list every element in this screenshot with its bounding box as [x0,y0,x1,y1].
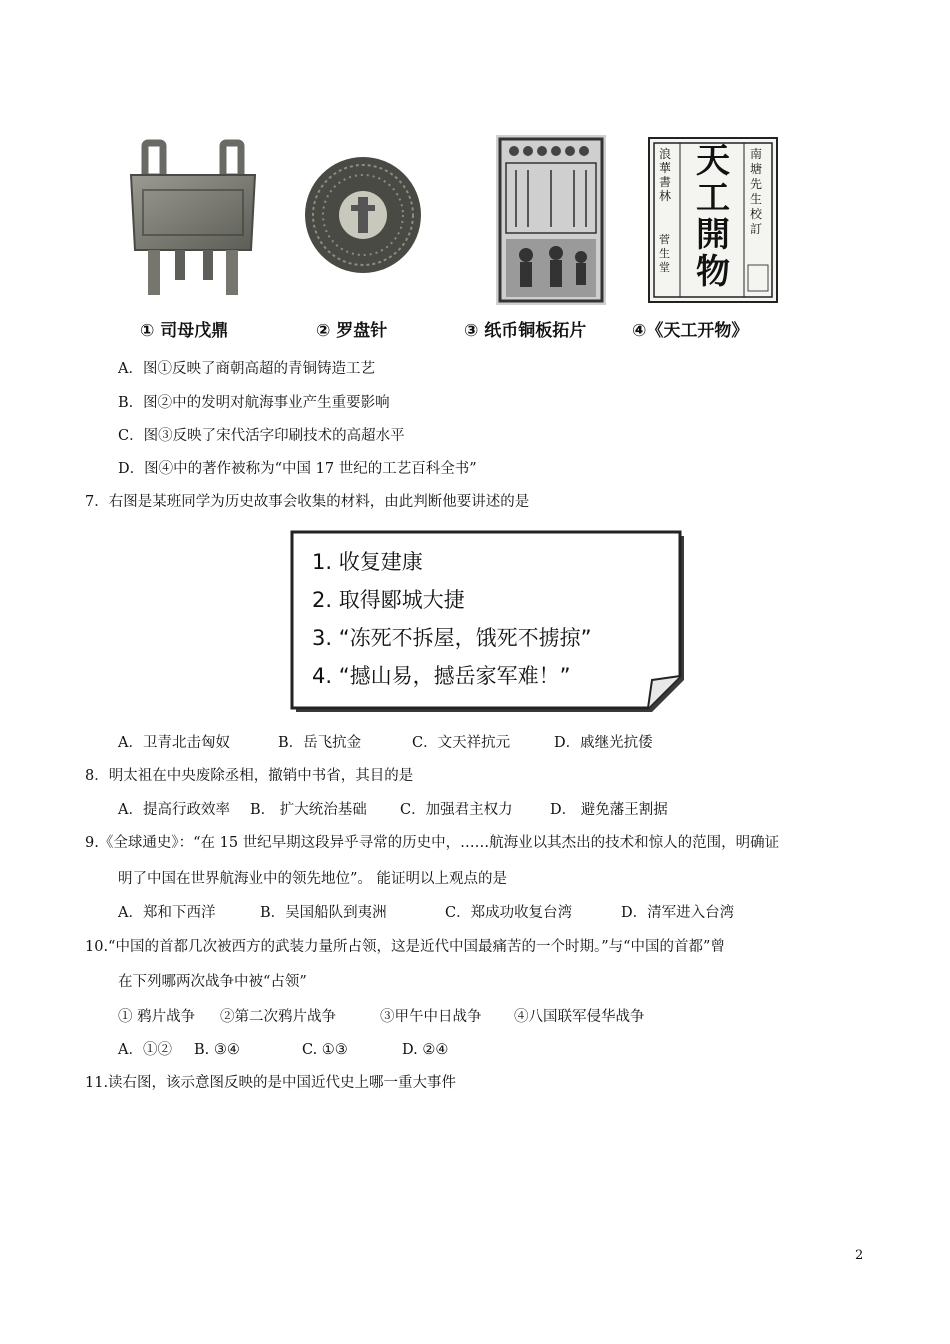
book-title [683,143,743,291]
book-editor-text: 南塘先生校訂 [750,147,763,236]
q6-option-a: A．图①反映了商朝高超的青铜铸造工艺 [118,361,375,377]
q8-option-b: B． 扩大统治基础 [250,802,367,818]
q10-option-d: D. ②④ [402,1042,449,1058]
q7-option-c: C．文天祥抗元 [412,735,511,751]
q10-option-a: A．①② [118,1042,172,1058]
q8-stem: 8．明太祖在中央废除丞相，撤销中书省，其目的是 [85,768,414,784]
q7-options [118,733,653,753]
q6-option-c: C．图③反映了宋代活字印刷技术的高超水平 [118,428,405,444]
q7-stem: 7．右图是某班同学为历史故事会收集的材料，由此判断他要讲述的是 [85,494,530,510]
q10-item-4: ④八国联军侵华战争 [514,1009,645,1025]
q7-option-a: A．卫青北击匈奴 [118,735,230,751]
note-item-3: 3. “冻死不拆屋，饿死不掳掠” [312,626,592,650]
caption-ding: ① 司母戊鼎 [140,321,229,341]
paper-money-rubbing-image [496,135,606,305]
q10-stem-line2: 在下列哪两次战争中被“占领” [118,974,307,990]
q10-option-b: B. ③④ [194,1042,240,1058]
q10-items [118,1007,645,1027]
compass-image [303,155,423,275]
q9-option-b: B．吴国船队到夷洲 [260,905,387,921]
q9-stem-line1: 9.《全球通史》：“在 15 世纪早期这段异乎寻常的历史中，……航海业以其杰出的技术和惊人的范围，明确证 [85,835,780,851]
q9-options [118,903,734,923]
q11-stem: 11.读右图，该示意图反映的是中国近代史上哪一重大事件 [85,1075,457,1091]
q7-note-card [290,530,688,714]
caption-tiangong: ④《天工开物》 [632,321,749,341]
tiangong-kaiwu-cover-image [648,137,778,303]
q8-option-a: A．提高行政效率 [118,802,230,818]
q9-option-a: A．郑和下西洋 [118,905,216,921]
q6-option-b: B．图②中的发明对航海事业产生重要影响 [118,395,390,411]
q10-option-c: C. ①③ [302,1042,348,1058]
book-title-char: 開 [696,215,730,255]
q8-options [118,800,668,820]
book-title-char: 天 [696,141,730,181]
book-publisher-text: 浪華書林 [659,147,672,203]
book-title-char: 物 [696,252,730,292]
note-item-2: 2. 取得郾城大捷 [312,588,465,612]
q9-stem-line2: 明了中国在世界航海业中的领先地位”。 能证明以上观点的是 [118,871,508,887]
q7-option-b: B．岳飞抗金 [278,735,362,751]
note-item-4: 4. “撼山易，撼岳家军难！” [312,664,571,688]
q10-item-1: ① 鸦片战争 [118,1009,196,1025]
q9-option-d: D．清军进入台湾 [621,905,735,921]
caption-compass: ② 罗盘针 [316,321,388,341]
q10-stem-line1: 10.“中国的首都几次被西方的武装力量所占领，这是近代中国最痛苦的一个时期。”与“中国的首都”曾 [85,939,725,955]
q9-option-c: C．郑成功收复台湾 [445,905,573,921]
book-title-char: 工 [696,178,730,218]
q8-option-d: D． 避免藩王割据 [550,802,668,818]
note-item-1: 1. 收复建康 [312,550,423,574]
q6-option-d: D．图④中的著作被称为“中国 17 世纪的工艺百科全书” [118,461,477,477]
q10-item-2: ②第二次鸦片战争 [220,1009,336,1025]
q10-options [118,1040,448,1060]
book-hall-text: 菅生堂 [659,233,670,274]
q10-item-3: ③甲午中日战争 [380,1009,482,1025]
q7-option-d: D．戚继光抗倭 [554,735,653,751]
q8-option-c: C．加强君主权力 [400,802,513,818]
page-number: 2 [855,1248,864,1263]
figure-row [118,135,798,310]
ding-vessel-image [123,135,263,300]
caption-paper-money: ③ 纸币铜板拓片 [464,321,587,341]
figure-captions [140,316,800,340]
